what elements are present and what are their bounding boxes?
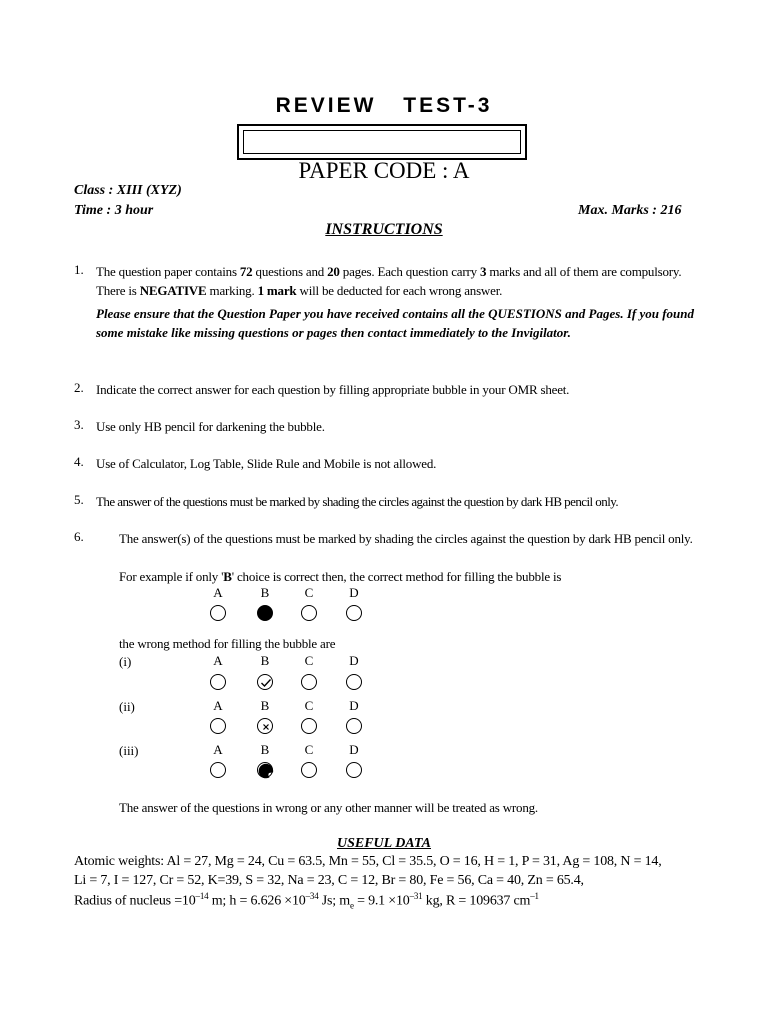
wrong-method-intro: the wrong method for filling the bubble are (119, 636, 336, 651)
instruction-5-text: The answer of the questions must be marked by shading the circles against the question by dark HB pencil only. (96, 494, 619, 509)
option-label-b: B (260, 585, 270, 600)
time-label: Time : 3 hour (74, 203, 154, 218)
option-label-c: C (304, 698, 314, 713)
instruction-6-text: The answer(s) of the questions must be marked by shading the circles against the question by dark HB pencil only. (119, 531, 693, 546)
instruction-2-number: 2. (74, 380, 84, 395)
max-marks-label: Max. Marks : 216 (578, 203, 682, 218)
useful-data-heading: USEFUL DATA (336, 836, 431, 851)
option-label-b: B (260, 653, 270, 668)
bubble-empty (301, 762, 317, 778)
bubble-empty (210, 605, 226, 621)
bubble-empty (346, 674, 362, 690)
bubble-tick-mark (257, 674, 273, 690)
instruction-3-number: 3. (74, 417, 84, 432)
bubble-cross-mark (257, 718, 273, 734)
instruction-1-number: 1. (74, 262, 84, 277)
instruction-4-text: Use of Calculator, Log Table, Slide Rule and Mobile is not allowed. (96, 456, 437, 471)
option-label-d: D (349, 698, 359, 713)
test-title: REVIEW TEST-3 (275, 94, 493, 117)
instructions-heading: INSTRUCTIONS (325, 221, 443, 238)
option-label-a: A (213, 653, 223, 668)
option-label-d: D (349, 742, 359, 757)
instruction-2-text: Indicate the correct answer for each question by filling appropriate bubble in your OMR sheet. (96, 382, 570, 397)
option-label-b: B (260, 698, 270, 713)
atomic-weights-line-1: Atomic weights: Al = 27, Mg = 24, Cu = 63.5, Mn = 55, Cl = 35.5, O = 16, H = 1, P = 31, Ag = 108, N = 14, (74, 854, 662, 869)
option-label-b: B (260, 742, 270, 757)
instruction-6-number: 6. (74, 529, 84, 544)
checkmark-icon (258, 675, 274, 691)
class-label: Class : XIII (XYZ) (74, 183, 182, 198)
bubble-empty (210, 674, 226, 690)
option-label-c: C (304, 585, 314, 600)
bubble-filled (257, 605, 273, 621)
wrong-method-iii-label: (iii) (119, 743, 139, 758)
bubble-empty (301, 674, 317, 690)
option-label-a: A (213, 742, 223, 757)
name-box (237, 124, 527, 160)
option-label-a: A (213, 585, 223, 600)
wrong-method-ii-label: (ii) (119, 699, 135, 714)
option-label-a: A (213, 698, 223, 713)
instruction-1-emphasis: Please ensure that the Question Paper you have received contains all the QUESTIONS and Pages. If you found some mistake like missing questions or pages then contact immediately to the Invigilator. (96, 306, 695, 340)
option-label-c: C (304, 653, 314, 668)
instruction-1-text: The question paper contains 72 questions and 20 pages. Each question carry 3 marks and all of them are compulsory. There is NEGATIVE marking. 1 mark will be deducted for each wrong answer. (96, 264, 682, 298)
instruction-6-closing: The answer of the questions in wrong or any other manner will be treated as wrong. (119, 800, 538, 815)
option-label-c: C (304, 742, 314, 757)
instruction-5-number: 5. (74, 492, 84, 507)
atomic-weights-line-2: Li = 7, I = 127, Cr = 52, K=39, S = 32, Na = 23, C = 12, Br = 80, Fe = 56, Ca = 40, Zn = 65.4, (74, 873, 584, 888)
instruction-4-number: 4. (74, 454, 84, 469)
bubble-empty (301, 718, 317, 734)
instruction-3-text: Use only HB pencil for darkening the bubble. (96, 419, 325, 434)
bubble-empty (346, 605, 362, 621)
bubble-empty (346, 718, 362, 734)
cross-icon (258, 719, 274, 735)
bubble-partially-filled (257, 762, 273, 778)
bubble-empty (301, 605, 317, 621)
paper-code: PAPER CODE : A (298, 158, 470, 183)
option-label-d: D (349, 585, 359, 600)
bubble-empty (210, 762, 226, 778)
constants-line: Radius of nucleus $=10^{-14}$ m; $h = 6.626 \times 10^{-34}$ Js; $m_e = 9.1 \times 10^{-31}$ kg, R = 109637 $cm^{-1}$ (74, 891, 539, 911)
instruction-6-example: For example if only 'B' choice is correct then, the correct method for filling the bubble is (119, 569, 562, 584)
option-label-d: D (349, 653, 359, 668)
partial-fill-mark (258, 763, 274, 779)
bubble-empty (346, 762, 362, 778)
bubble-empty (210, 718, 226, 734)
name-box-inner (243, 130, 521, 154)
wrong-method-i-label: (i) (119, 654, 132, 669)
